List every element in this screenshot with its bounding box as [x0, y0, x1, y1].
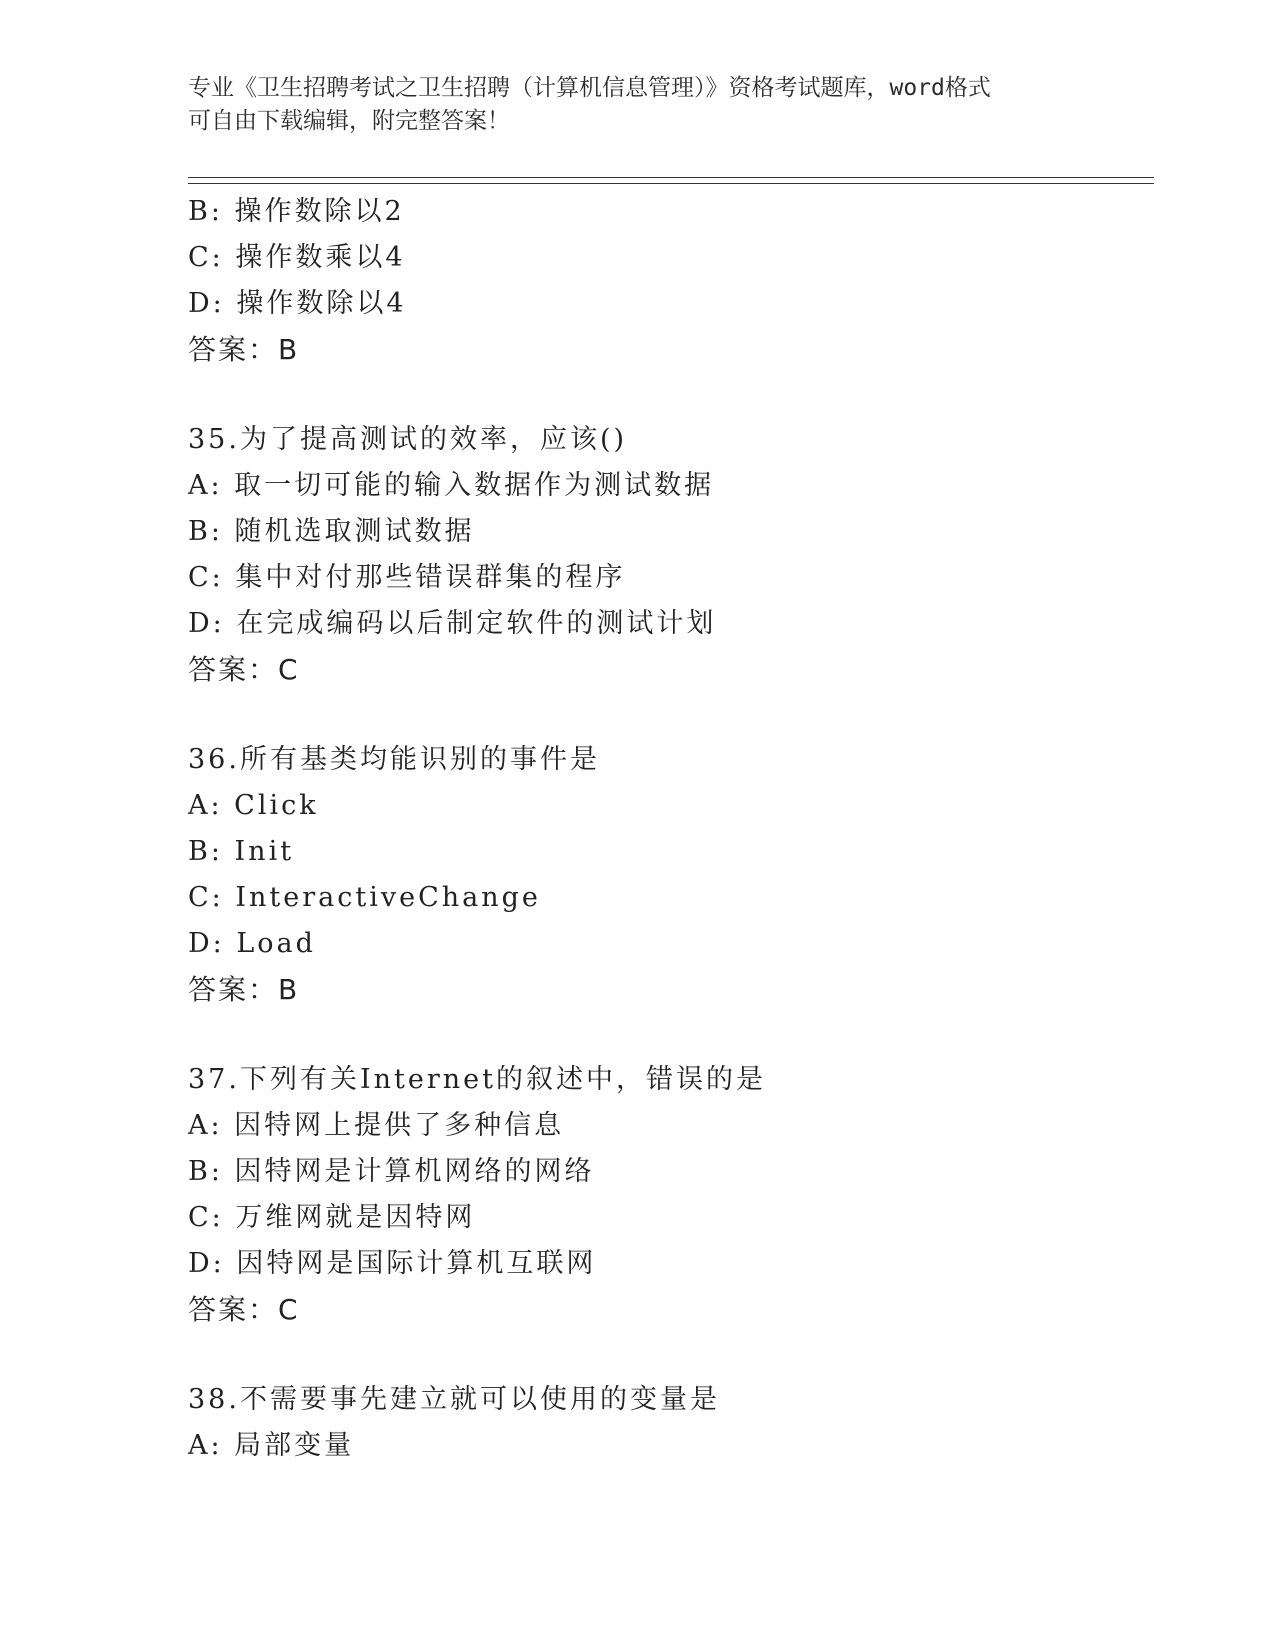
option-a: A: 取一切可能的输入数据作为测试数据: [188, 470, 715, 501]
option-c: C: 集中对付那些错误群集的程序: [188, 562, 626, 593]
question-stem: 35.为了提高测试的效率，应该(): [188, 424, 628, 455]
document-header: [188, 72, 1068, 138]
option-a: A: 因特网上提供了多种信息: [188, 1110, 565, 1141]
option-d: D: Load: [188, 928, 316, 959]
question-37: [188, 1057, 1148, 1333]
option-a: A: 局部变量: [188, 1430, 355, 1461]
header-divider-top: [188, 177, 1154, 178]
header-line-2: 可自由下载编辑，附完整答案！: [188, 108, 510, 134]
option-d: D: 因特网是国际计算机互联网: [188, 1248, 597, 1279]
question-stem: 38.不需要事先建立就可以使用的变量是: [188, 1384, 720, 1415]
question-35: [188, 417, 1148, 693]
option-b: B: 因特网是计算机网络的网络: [188, 1156, 595, 1187]
option-d: D: 操作数除以4: [188, 288, 407, 319]
question-list: [188, 189, 1148, 1469]
question-stem: 36.所有基类均能识别的事件是: [188, 744, 600, 775]
header-divider-bottom: [188, 183, 1154, 184]
answer-label: 答案：C: [188, 1293, 300, 1326]
answer-label: 答案：C: [188, 653, 300, 686]
question-38: [188, 1377, 1148, 1469]
option-c: C: InteractiveChange: [188, 882, 541, 913]
question-36: [188, 737, 1148, 1013]
option-b: B: Init: [188, 836, 295, 867]
question-34-tail: [188, 189, 1148, 373]
option-c: C: 万维网就是因特网: [188, 1202, 476, 1233]
option-b: B: 随机选取测试数据: [188, 516, 475, 547]
answer-label: 答案：B: [188, 973, 300, 1006]
question-stem: 37.下列有关Internet的叙述中，错误的是: [188, 1064, 766, 1095]
option-b: B: 操作数除以2: [188, 196, 405, 227]
option-d: D: 在完成编码以后制定软件的测试计划: [188, 608, 717, 639]
header-line-1: 专业《卫生招聘考试之卫生招聘（计算机信息管理）》资格考试题库，word格式: [188, 75, 991, 101]
option-a: A: Click: [188, 790, 319, 821]
option-c: C: 操作数乘以4: [188, 242, 406, 273]
answer-label: 答案：B: [188, 333, 300, 366]
